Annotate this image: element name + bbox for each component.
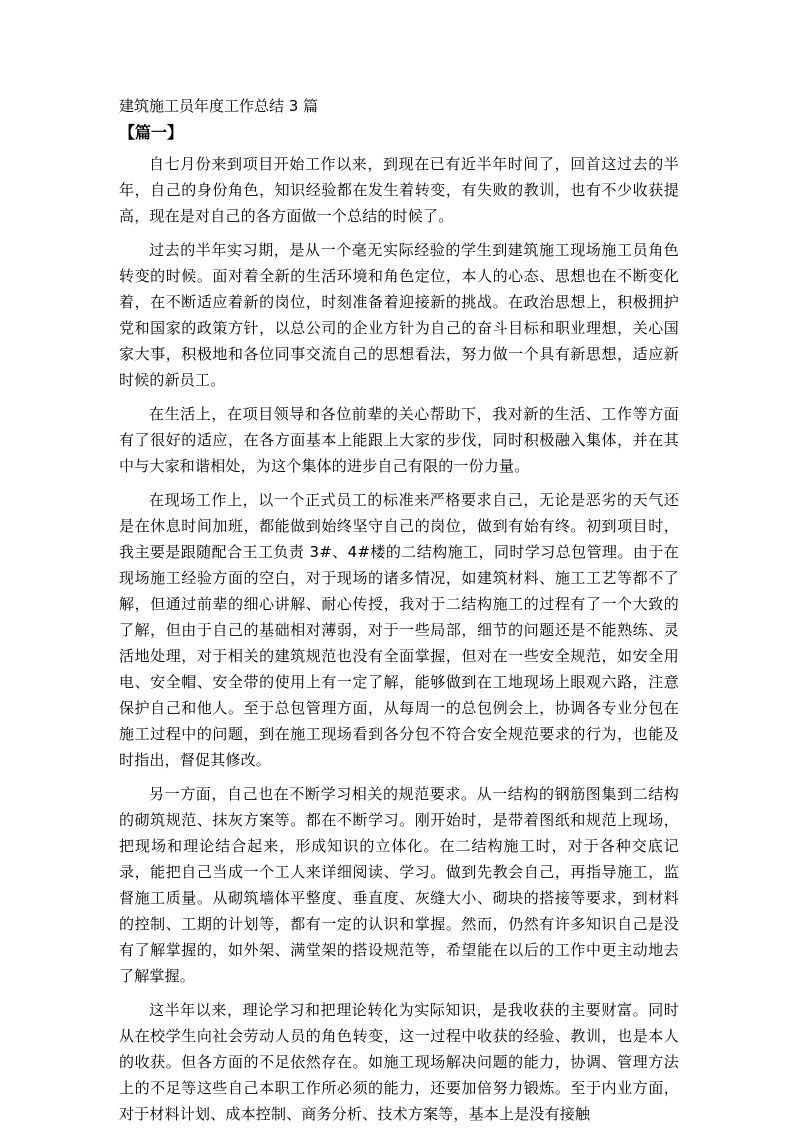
document-title: 建筑施工员年度工作总结 3 篇 (119, 97, 319, 115)
document-page (119, 95, 679, 1135)
paragraph: 在现场工作上，以一个正式员工的标准来严格要求自己，无论是恶劣的天气还是在休息时间加班，都能做到始终坚守自己的岗位，做到有始有终。初到项目时，我主要是跟随配合王工负责 3#、4#楼的二结构施工，同时学习总包管理。由于在现场施工经验方面的空白，对于现场的诸多情况，如建筑材料、施工工艺等都不了解，但通过前辈的细心讲解、耐心传授，我对于二结构施工的过程有了一个大致的了解，但由于自己的基础相对薄弱，对于一些局部，细节的问题还是不能熟练、灵活地处理，对于相关的建筑规范也没有全面掌握，但对在一些安全规范，如安全用电、安全帽、安全带的使用上有一定了解，能够做到在工地现场上眼观六路，注意保护自己和他人。至于总包管理方面，从每周一的总包例会上，协调各专业分包在施工过程中的问题，到在施工现场看到各分包不符合安全规范要求的行为，也能及时指出，督促其修改。 (119, 491, 679, 769)
paragraph: 自七月份来到项目开始工作以来，到现在已有近半年时间了，回首这过去的半年，自己的身份角色，知识经验都在发生着转变，有失败的教训，也有不少收获提高，现在是对自己的各方面做一个总结的时候了。 (119, 155, 679, 225)
paragraph: 另一方面，自己也在不断学习相关的规范要求。从一结构的钢筋图集到二结构的砌筑规范、抹灰方案等。都在不断学习。刚开始时，是带着图纸和规范上现场，把现场和理论结合起来，形成知识的立体化。在二结构施工时，对于各种交底记录，能把自己当成一个工人来详细阅读、学习。做到先教会自己，再指导施工，监督施工质量。从砌筑墙体平整度、垂直度、灰缝大小、砌块的搭接等要求，到材料的控制、工期的计划等，都有一定的认识和掌握。然而，仍然有许多知识自己是没有了解掌握的，如外架、满堂架的搭设规范等，希望能在以后的工作中更主动地去了解掌握。 (119, 785, 679, 985)
section-heading: 【篇一】 (119, 123, 184, 142)
paragraph: 过去的半年实习期，是从一个毫无实际经验的学生到建筑施工现场施工员角色转变的时候。面对着全新的生活环境和角色定位，本人的心态、思想也在不断变化着，在不断适应着新的岗位，时刻准备着迎接新的挑战。在政治思想上，积极拥护党和国家的政策方针，以总公司的企业方针为自己的奋斗目标和职业理想，关心国家大事，积极地和各位同事交流自己的思想看法，努力做一个具有新思想，适应新时候的新员工。 (119, 241, 679, 389)
paragraph: 在生活上，在项目领导和各位前辈的关心帮助下，我对新的生活、工作等方面有了很好的适应，在各方面基本上能跟上大家的步伐，同时积极融入集体，并在其中与大家和谐相处，为这个集体的进步自己有限的一份力量。 (119, 405, 679, 475)
paragraph: 这半年以来，理论学习和把理论转化为实际知识，是我收获的主要财富。同时从在校学生向社会劳动人员的角色转变，这一过程中收获的经验、教训，也是本人的收获。但各方面的不足依然存在。如施工现场解决问题的能力，协调、管理方法上的不足等这些自己本职工作所必须的能力，还要加倍努力锻炼。至于内业方面，对于材料计划、成本控制、商务分析、技术方案等，基本上是没有接触 (119, 1001, 679, 1123)
